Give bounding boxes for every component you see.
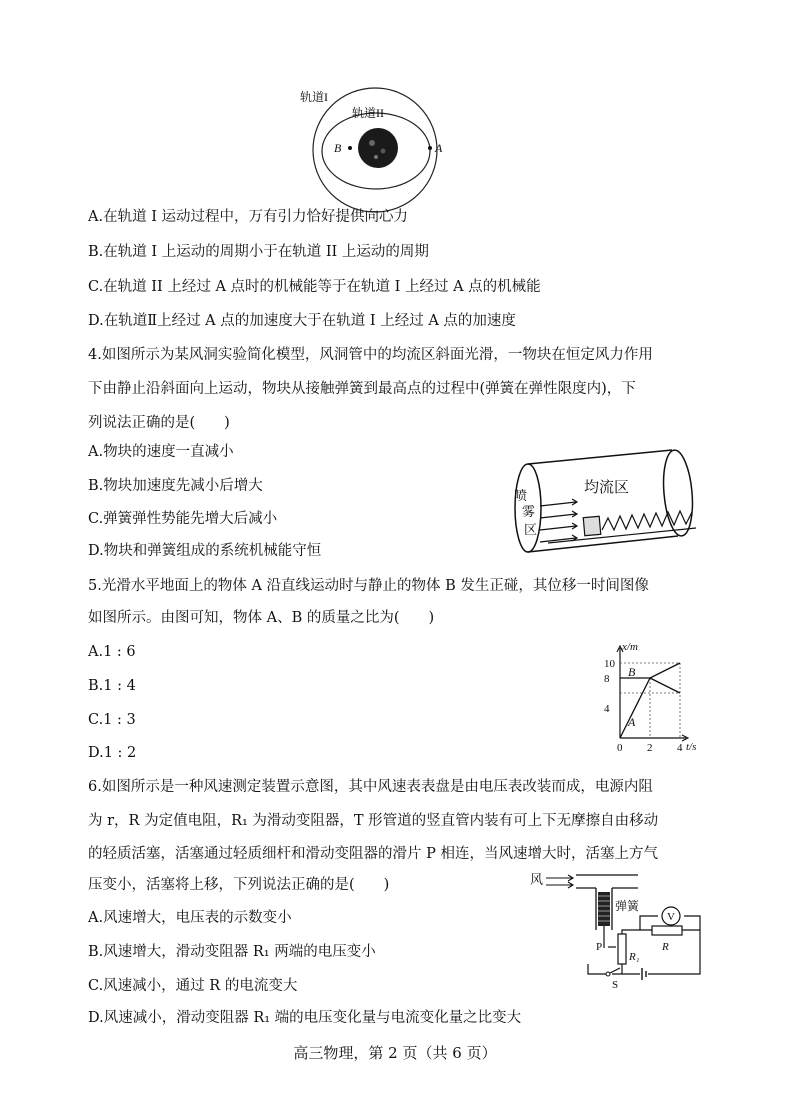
orbit-1-label: 轨道I (300, 90, 328, 104)
y-tick-label: 4 (604, 703, 610, 715)
q6-stem-line3: 的轻质活塞，活塞通过轻质细杆和滑动变阻器的滑片 P 相连，当风速增大时，活塞上方气 (88, 846, 658, 862)
orbit-2-label: 轨道II (352, 106, 384, 120)
x-tick-label: 0 (617, 742, 623, 754)
q3-option-d: D.在轨道Ⅱ上经过 A 点的加速度大于在轨道 I 上经过 A 点的加速度 (88, 313, 516, 329)
q4-stem-line2: 下由静止沿斜面向上运动，物块从接触弹簧到最高点的过程中(弹簧在弹性限度内)，下 (88, 381, 636, 397)
q4-stem-line3: 列说法正确的是( ) (88, 415, 230, 431)
q5-stem-line2: 如图所示。由图可知，物体 A、B 的质量之比为( ) (88, 610, 435, 626)
block (583, 516, 601, 535)
q3-option-c: C.在轨道 II 上经过 A 点时的机械能等于在轨道 I 上经过 A 点的机械能 (88, 279, 541, 295)
line-a-after (650, 678, 680, 693)
tunnel-body (528, 450, 678, 552)
rheostat (618, 934, 626, 964)
q6-option-b: B.风速增大，滑动变阻器 R₁ 两端的电压变小 (88, 944, 376, 960)
rheostat-label: R₁ (629, 951, 640, 963)
q5-stem-line1: 5.光滑水平地面上的物体 A 沿直线运动时与静止的物体 B 发生正碰，其位移一时间图像 (88, 578, 649, 594)
line-b-after (650, 663, 680, 678)
y-tick-label: 8 (604, 673, 610, 685)
wind-arrows (540, 502, 576, 542)
spring-label: 弹簧 (615, 899, 640, 913)
y-tick-label: 10 (604, 658, 615, 670)
line-a-label: A (628, 715, 636, 729)
zone-label: 均流区 (584, 480, 630, 496)
spray-char-1: 喷 (514, 488, 528, 503)
resistor-label: R (662, 941, 669, 953)
q6-stem-line1: 6.如图所示是一种风速测定装置示意图，其中风速表表盘是由电压表改装而成，电源内阻 (88, 779, 653, 795)
q5-option-b: B.1 : 4 (88, 678, 136, 694)
q5-option-c: C.1 : 3 (88, 712, 136, 728)
line-b-label: B (628, 665, 636, 679)
q5-option-d: D.1 : 2 (88, 745, 137, 761)
slider-label: P (596, 941, 603, 953)
x-tick-label: 4 (677, 742, 683, 754)
wind-arrows (546, 878, 572, 885)
point-b-label: B (334, 141, 342, 155)
page-footer: 高三物理，第 2 页（共 6 页） (293, 1044, 497, 1062)
q4-option-c: C.弹簧弹性势能先增大后减小 (88, 511, 278, 527)
point-b-dot (348, 146, 352, 150)
xt-graph (598, 640, 708, 755)
q3-option-b: B.在轨道 I 上运动的周期小于在轨道 II 上运动的周期 (88, 244, 429, 260)
planet (358, 128, 398, 168)
x-tick-label: 2 (647, 742, 653, 754)
q5-option-a: A.1 : 6 (88, 644, 136, 660)
switch (610, 968, 620, 973)
battery (642, 968, 646, 980)
q6-stem-line2: 为 r，R 为定值电阻，R₁ 为滑动变阻器，T 形管道的竖直管内装有可上下无摩擦自由移动 (88, 813, 659, 829)
q6-option-a: A.风速增大，电压表的示数变小 (88, 910, 292, 926)
wind-label: 风 (530, 872, 544, 887)
incline (548, 528, 696, 543)
voltmeter-label: V (667, 911, 675, 923)
q4-option-b: B.物块加速度先减小后增大 (88, 478, 263, 494)
wind-tunnel-figure (510, 448, 710, 558)
q6-stem-line4: 压变小，活塞将上移，下列说法正确的是( ) (88, 877, 390, 893)
point-a-label: A (435, 141, 443, 155)
q6-option-d: D.风速减小，滑动变阻器 R₁ 端的电压变化量与电流变化量之比变大 (88, 1010, 522, 1026)
point-a-dot (428, 146, 432, 150)
line-a-before (620, 678, 650, 738)
q6-option-c: C.风速减小，通过 R 的电流变大 (88, 978, 298, 994)
switch-label: S (612, 979, 619, 991)
x-axis-label: t/s (686, 741, 697, 753)
orbit-figure (290, 85, 460, 210)
q4-option-a: A.物块的速度一直减小 (88, 444, 234, 460)
tunnel-right-end (660, 449, 695, 537)
wind-circuit-figure (528, 870, 723, 990)
resistor-r (652, 926, 682, 935)
spray-char-2: 雾 (522, 504, 536, 519)
q3-option-a: A.在轨道 I 运动过程中，万有引力恰好提供向心力 (88, 209, 409, 225)
q4-stem-line1: 4.如图所示为某风洞实验简化模型，风洞管中的均流区斜面光滑，一物块在恒定风力作用 (88, 347, 653, 363)
y-axis-label: x/m (622, 641, 638, 653)
q4-option-d: D.物块和弹簧组成的系统机械能守恒 (88, 543, 322, 559)
spray-char-3: 区 (524, 522, 538, 537)
spring (602, 511, 692, 530)
